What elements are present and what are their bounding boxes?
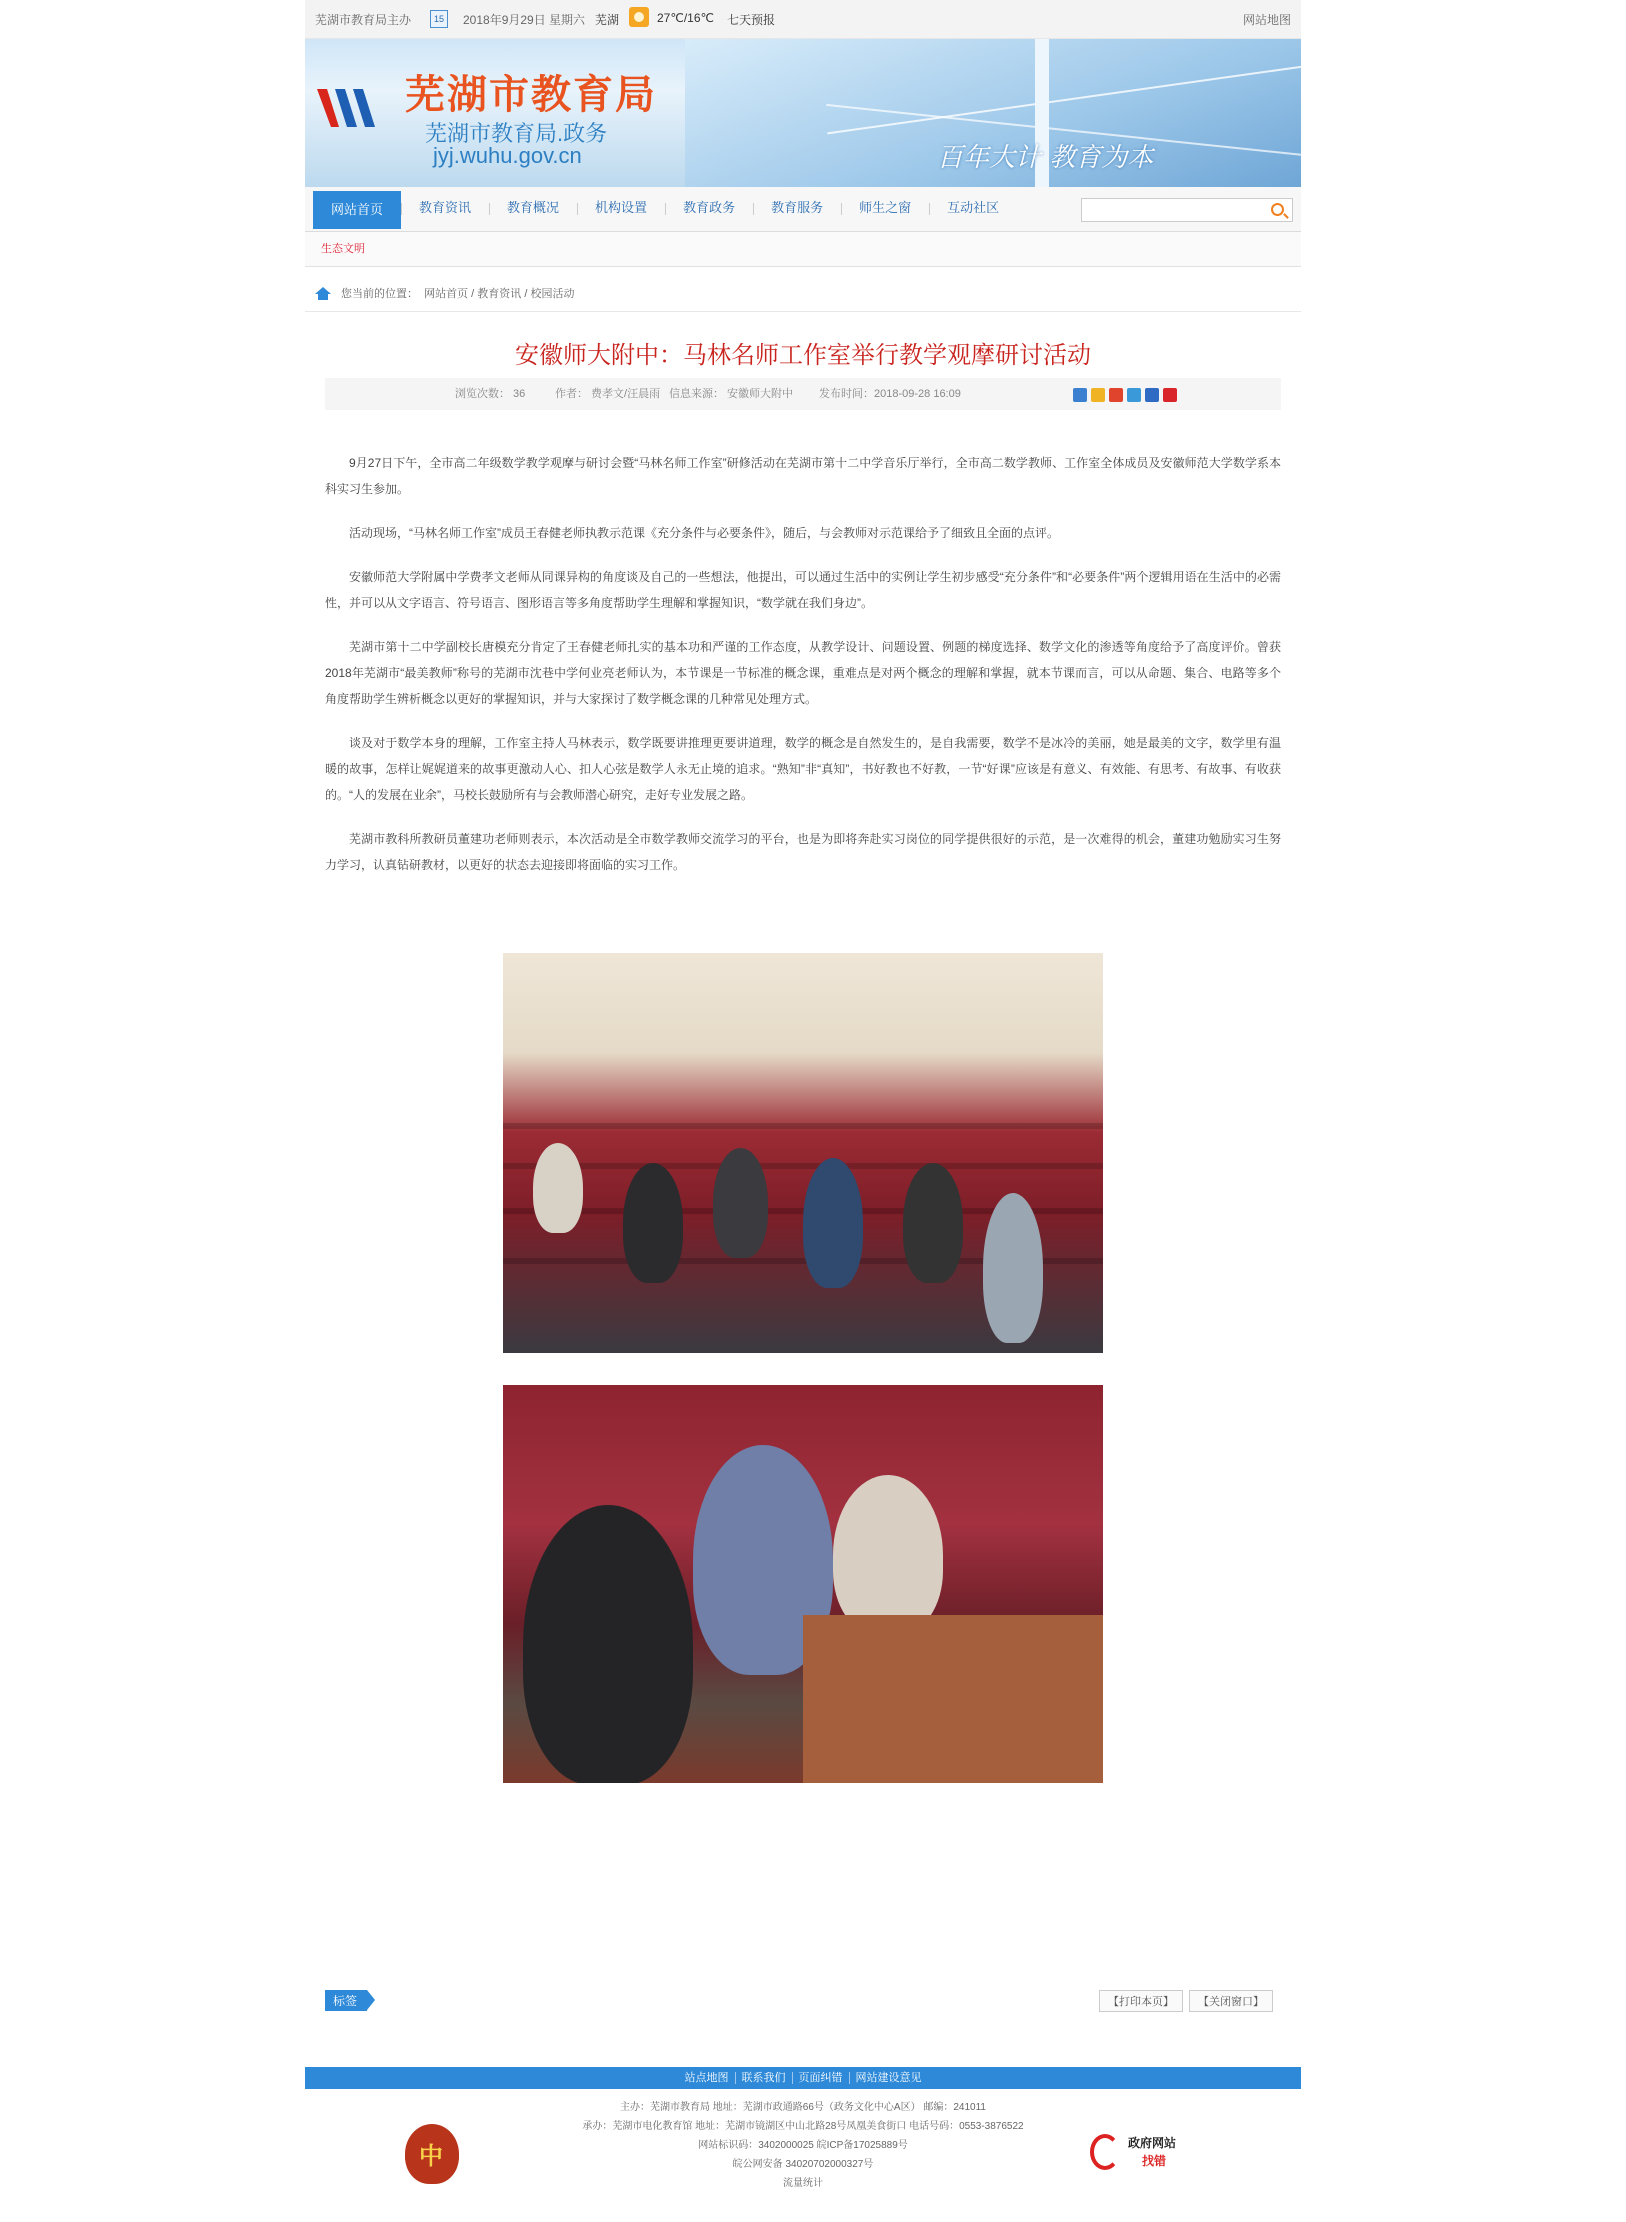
meta-source: 信息来源： 安徽师大附中 bbox=[669, 388, 794, 400]
close-window-button[interactable]: 【关闭窗口】 bbox=[1189, 1990, 1273, 2012]
forecast-link[interactable]: 七天预报 bbox=[727, 13, 776, 27]
article-paragraph: 谈及对于数学本身的理解，工作室主持人马林表示，数学既要讲推理更要讲道理，数学的概念是自然发生的，是自我需要，数学不是冰冷的美丽，她是最美的文字，数学里有温暖的故事，怎样让娓娓道来的故事更激动人心、扣人心弦是数学人永无止境的追求。“熟知”非“真知”，书好教也不好教，一节“好课”应该是有意义、有效能、有思考、有故事、有收获的。“人的发展在业余”，马校长鼓励所有与会教师潜心研究，走好专业发展之路。 bbox=[325, 736, 1281, 802]
sub-nav-link[interactable]: 生态文明 bbox=[305, 232, 1301, 267]
report-error-icon bbox=[1090, 2134, 1120, 2170]
nav-item-news[interactable]: 教育资讯 bbox=[401, 187, 489, 229]
temperature-text: 27℃/16℃ bbox=[657, 11, 714, 25]
photo-person bbox=[833, 1475, 943, 1635]
photo-person bbox=[983, 1193, 1043, 1343]
footer-line[interactable]: 皖公网安备 34020702000327号 bbox=[732, 2159, 874, 2170]
search-input[interactable] bbox=[1081, 198, 1293, 222]
badge-line-1: 政府网站 bbox=[1128, 2136, 1177, 2150]
photo-person bbox=[903, 1163, 963, 1283]
article-meta bbox=[325, 378, 1281, 410]
gov-site-report-badge[interactable] bbox=[1090, 2130, 1200, 2176]
footer-line: 网站标识码：3402000025 皖ICP备17025889号 bbox=[698, 2140, 908, 2151]
search-icon[interactable] bbox=[1271, 203, 1284, 216]
article-actions bbox=[1099, 1990, 1273, 2012]
header-banner bbox=[305, 39, 1301, 187]
share-tqq-icon[interactable] bbox=[1127, 388, 1141, 402]
footer-link-feedback[interactable]: 网站建设意见 bbox=[849, 2072, 928, 2084]
site-subtitle: 芜湖市教育局.政务 bbox=[425, 121, 608, 146]
article-paragraph: 芜湖市第十二中学副校长唐模充分肯定了王春健老师扎实的基本功和严谨的工作态度，从教学设计、问题设置、例题的梯度选择、数学文化的渗透等角度给予了高度评价。曾获2018年芜湖市“最美教师”称号的芜湖市沈巷中学何业亮老师认为，本节课是一节标准的概念课，重难点是对两个概念的理解和掌握，就本节课而言，可以从命题、集合、电路等多个角度帮助学生辨析概念以更好的掌握知识，并与大家探讨了数学概念课的几种常见处理方式。 bbox=[325, 640, 1281, 706]
nav-item-organization[interactable]: 机构设置 bbox=[577, 187, 665, 229]
breadcrumb-prefix: 您当前的位置： bbox=[341, 288, 418, 300]
photo-person bbox=[623, 1163, 683, 1283]
article-body bbox=[325, 450, 1281, 878]
banner-slogan: 百年大计 教育为本 bbox=[937, 143, 1154, 173]
share-more-icon[interactable] bbox=[1073, 388, 1087, 402]
breadcrumb-path[interactable]: 网站首页 / 教育资讯 / 校园活动 bbox=[424, 288, 575, 300]
host-text: 芜湖市教育局主办 bbox=[315, 13, 412, 27]
footer-link-sitemap[interactable]: 站点地图 bbox=[684, 2072, 729, 2084]
tag-label: 标签 bbox=[325, 1990, 367, 2011]
footer-links bbox=[305, 2067, 1301, 2089]
weather-icon bbox=[629, 7, 649, 27]
print-button[interactable]: 【打印本页】 bbox=[1099, 1990, 1183, 2012]
party-org-badge-icon[interactable] bbox=[405, 2124, 459, 2184]
share-renren-icon[interactable] bbox=[1145, 388, 1159, 402]
city-text: 芜湖 bbox=[595, 13, 620, 27]
sitemap-link[interactable]: 网站地图 bbox=[1242, 13, 1291, 27]
nav-item-affairs[interactable]: 教育政务 bbox=[665, 187, 753, 229]
meta-time: 发布时间：2018-09-28 16:09 bbox=[819, 388, 961, 400]
tag-bar bbox=[325, 1990, 367, 2011]
share-buttons bbox=[1073, 388, 1177, 402]
article-photo-teachers bbox=[503, 1385, 1103, 1783]
calendar-icon: 15 bbox=[430, 10, 448, 28]
seat-row bbox=[503, 1163, 1103, 1169]
photo-person bbox=[803, 1158, 863, 1288]
meta-views: 浏览次数： 36 bbox=[455, 388, 526, 400]
home-icon[interactable] bbox=[315, 287, 331, 300]
top-bar bbox=[305, 0, 1301, 39]
footer-link-contact[interactable]: 联系我们 bbox=[735, 2072, 792, 2084]
page bbox=[305, 0, 1301, 2189]
photo-person bbox=[523, 1505, 693, 1783]
breadcrumb bbox=[305, 277, 1301, 312]
article-paragraph: 芜湖市教科所教研员董建功老师则表示，本次活动是全市数学教师交流学习的平台，也是为即将奔赴实习岗位的同学提供很好的示范，是一次难得的机会，董建功勉励实习生努力学习，认真钻研教材，以更好的状态去迎接即将面临的实习工作。 bbox=[325, 832, 1281, 872]
seat-row bbox=[503, 1123, 1103, 1129]
photo-table bbox=[803, 1615, 1103, 1783]
article bbox=[305, 340, 1301, 878]
site-domain: jyj.wuhu.gov.cn bbox=[433, 143, 582, 168]
nav-item-services[interactable]: 教育服务 bbox=[753, 187, 841, 229]
nav-item-home[interactable]: 网站首页 bbox=[313, 191, 401, 229]
photo-person bbox=[713, 1148, 768, 1258]
share-qzone-icon[interactable] bbox=[1091, 388, 1105, 402]
photo-person bbox=[533, 1143, 583, 1233]
date-text: 2018年9月29日 星期六 bbox=[463, 13, 586, 27]
share-douban-icon[interactable] bbox=[1163, 388, 1177, 402]
nav-item-teachers-students[interactable]: 师生之窗 bbox=[841, 187, 929, 229]
nav-item-community[interactable]: 互动社区 bbox=[929, 187, 1017, 229]
article-paragraph: 活动现场，“马林名师工作室”成员王春健老师执教示范课《充分条件与必要条件》，随后，与会教师对示范课给予了细致且全面的点评。 bbox=[349, 526, 1059, 540]
footer-line[interactable]: 流量统计 bbox=[783, 2178, 823, 2189]
article-photo-audience bbox=[503, 953, 1103, 1353]
badge-line-2: 找错 bbox=[1142, 2154, 1167, 2168]
footer-link-error[interactable]: 页面纠错 bbox=[792, 2072, 849, 2084]
main-nav bbox=[305, 187, 1301, 232]
article-paragraph: 安徽师范大学附属中学费孝文老师从同课异构的角度谈及自己的一些想法，他提出，可以通过生活中的实例让学生初步感受“充分条件”和“必要条件”两个逻辑用语在生活中的必需性，并可以从文字语言、符号语言、图形语言等多角度帮助学生理解和掌握知识，“数学就在我们身边”。 bbox=[325, 570, 1281, 610]
article-title: 安徽师大附中：马林名师工作室举行教学观摩研讨活动 bbox=[515, 342, 1091, 369]
footer-line: 主办：芜湖市教育局 地址：芜湖市政通路66号（政务文化中心A区） 邮编：241011 bbox=[620, 2102, 986, 2113]
article-paragraph: 9月27日下午，全市高二年级数学教学观摩与研讨会暨“马林名师工作室”研修活动在芜湖市第十二中学音乐厅举行，全市高二数学教师、工作室全体成员及安徽师范大学数学系本科实习生参加。 bbox=[325, 456, 1281, 496]
nav-item-overview[interactable]: 教育概况 bbox=[489, 187, 577, 229]
logo-icon[interactable] bbox=[317, 87, 379, 131]
share-weibo-icon[interactable] bbox=[1109, 388, 1123, 402]
meta-author: 作者： 费孝文/汪晨雨 bbox=[555, 388, 661, 400]
site-title: 芜湖市教育局 bbox=[405, 73, 657, 117]
footer-line: 承办：芜湖市电化教育馆 地址：芜湖市镜湖区中山北路28号凤凰美食街口 电话号码：0553-3876522 bbox=[582, 2121, 1024, 2132]
